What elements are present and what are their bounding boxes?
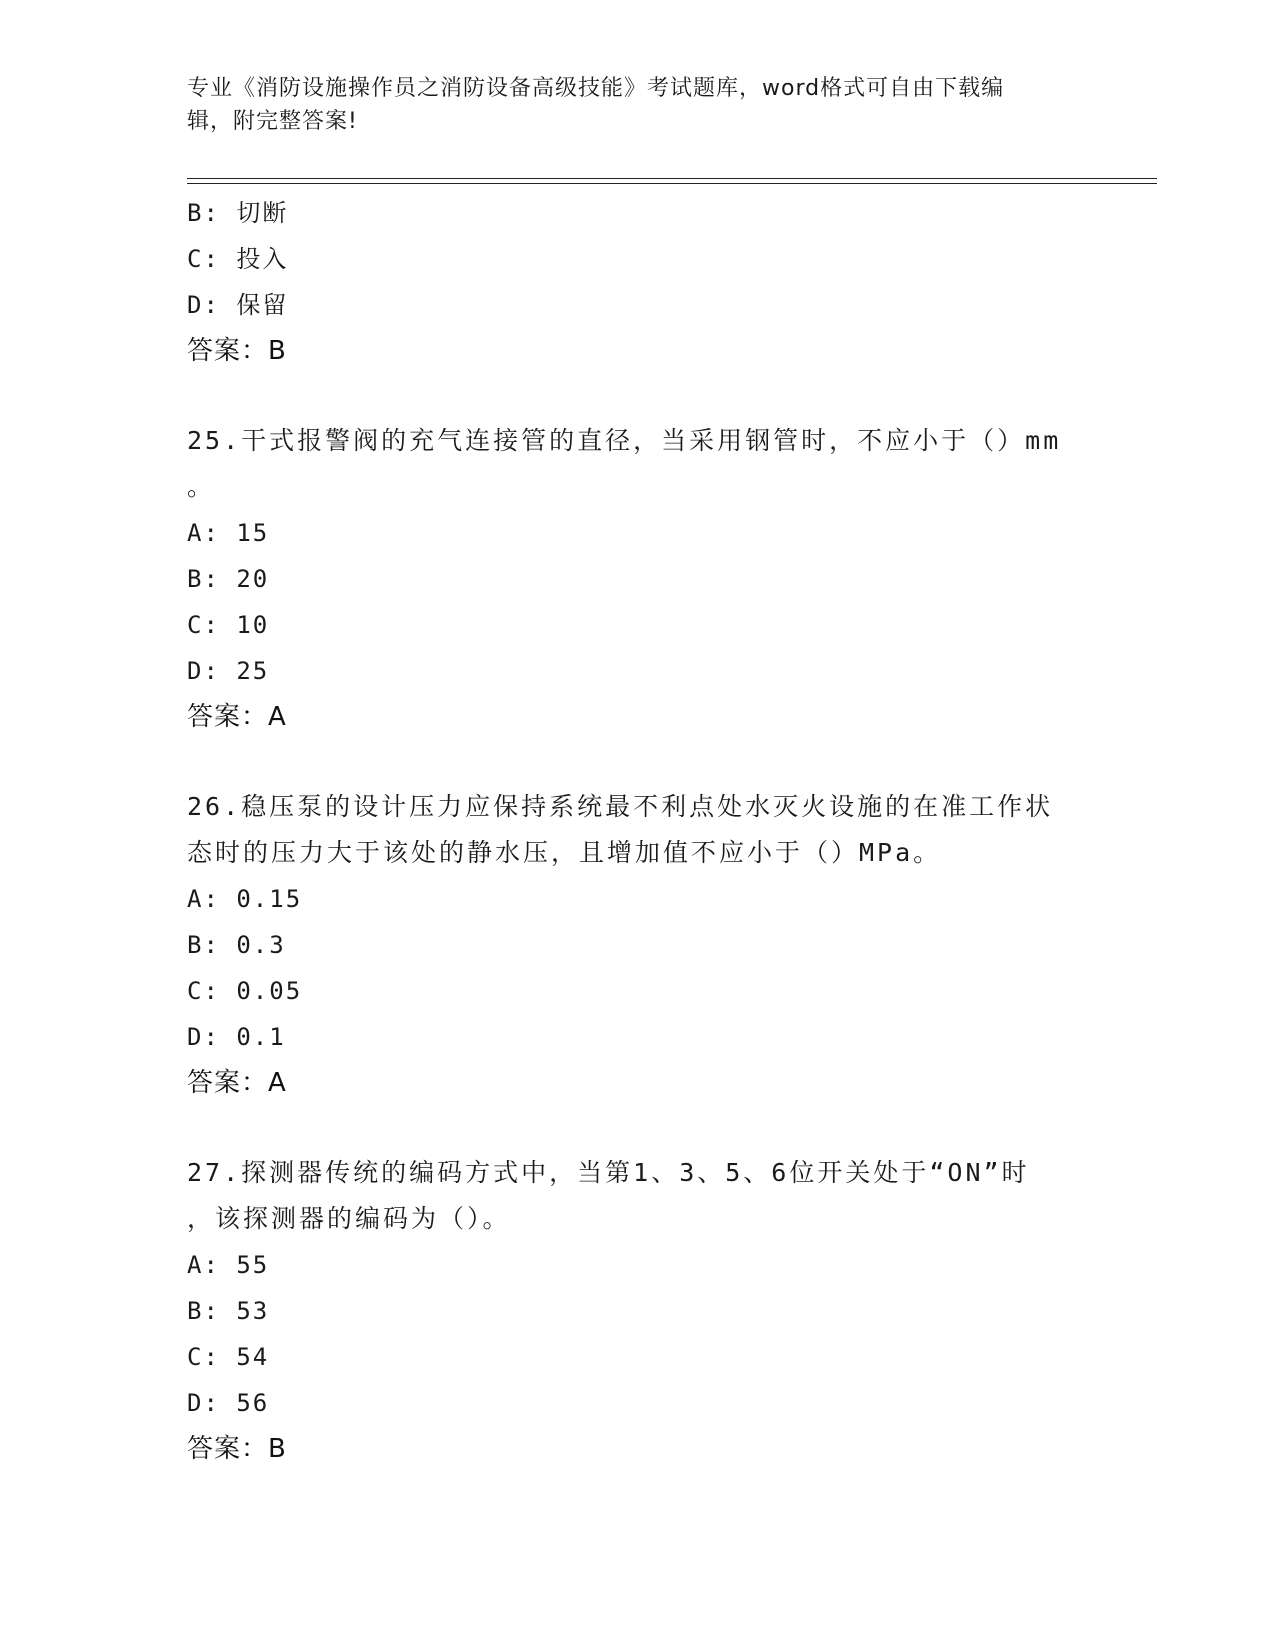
option-letter: A: bbox=[187, 1251, 220, 1279]
option-letter: C: bbox=[187, 611, 220, 639]
question-list bbox=[187, 190, 1087, 1472]
question-stem-line: 27.探测器传统的编码方式中，当第1、3、5、6位开关处于“ON”时 bbox=[187, 1158, 1030, 1187]
option-text: 0.05 bbox=[236, 977, 303, 1005]
option-text: 0.3 bbox=[236, 931, 286, 959]
option-letter: B: bbox=[187, 565, 220, 593]
question-25 bbox=[187, 418, 1087, 740]
option-letter: D: bbox=[187, 291, 220, 319]
option-text: 15 bbox=[236, 519, 270, 547]
option-b bbox=[187, 556, 1087, 602]
question-stem-line: 。 bbox=[187, 472, 216, 501]
option-text: 56 bbox=[236, 1389, 270, 1417]
option-letter: B: bbox=[187, 199, 220, 227]
option-c bbox=[187, 602, 1087, 648]
answer-line: 答案：A bbox=[187, 1068, 287, 1098]
option-a bbox=[187, 1242, 1087, 1288]
option-text: 20 bbox=[236, 565, 270, 593]
option-d bbox=[187, 282, 1087, 328]
option-b bbox=[187, 1288, 1087, 1334]
question-27 bbox=[187, 1150, 1087, 1472]
option-text: 切断 bbox=[236, 199, 289, 227]
option-text: 0.15 bbox=[236, 885, 303, 913]
option-text: 55 bbox=[236, 1251, 270, 1279]
option-letter: D: bbox=[187, 1389, 220, 1417]
option-letter: C: bbox=[187, 245, 220, 273]
option-text: 25 bbox=[236, 657, 270, 685]
header-line-1: 专业《消防设施操作员之消防设备高级技能》考试题库，word格式可自由下载编 bbox=[187, 76, 1005, 101]
option-c bbox=[187, 236, 1087, 282]
option-text: 保留 bbox=[236, 291, 289, 319]
option-letter: D: bbox=[187, 1023, 220, 1051]
option-c bbox=[187, 968, 1087, 1014]
option-letter: C: bbox=[187, 1343, 220, 1371]
answer-line: 答案：A bbox=[187, 702, 287, 732]
option-text: 10 bbox=[236, 611, 270, 639]
question-26 bbox=[187, 784, 1087, 1106]
header-divider-bottom bbox=[187, 183, 1157, 184]
option-text: 投入 bbox=[236, 245, 289, 273]
option-letter: B: bbox=[187, 1297, 220, 1325]
document-header bbox=[187, 72, 1087, 138]
option-a bbox=[187, 876, 1087, 922]
option-text: 0.1 bbox=[236, 1023, 286, 1051]
carryover-question bbox=[187, 190, 1087, 374]
option-text: 54 bbox=[236, 1343, 270, 1371]
header-divider-top bbox=[187, 178, 1157, 179]
option-letter: A: bbox=[187, 519, 220, 547]
option-letter: D: bbox=[187, 657, 220, 685]
option-letter: B: bbox=[187, 931, 220, 959]
option-d bbox=[187, 648, 1087, 694]
option-b bbox=[187, 922, 1087, 968]
option-d bbox=[187, 1014, 1087, 1060]
option-letter: C: bbox=[187, 977, 220, 1005]
question-stem-line: 态时的压力大于该处的静水压，且增加值不应小于（）MPa。 bbox=[187, 838, 942, 867]
header-line-2: 辑，附完整答案! bbox=[187, 109, 358, 134]
question-stem-line: 25.干式报警阀的充气连接管的直径，当采用钢管时，不应小于（）mm bbox=[187, 426, 1062, 455]
option-text: 53 bbox=[236, 1297, 270, 1325]
answer-line: 答案：B bbox=[187, 1434, 287, 1464]
option-b bbox=[187, 190, 1087, 236]
answer-line: 答案：B bbox=[187, 336, 287, 366]
question-stem-line: ，该探测器的编码为（）。 bbox=[187, 1204, 511, 1233]
option-a bbox=[187, 510, 1087, 556]
option-d bbox=[187, 1380, 1087, 1426]
option-c bbox=[187, 1334, 1087, 1380]
question-stem-line: 26.稳压泵的设计压力应保持系统最不利点处水灭火设施的在准工作状 bbox=[187, 792, 1054, 821]
option-letter: A: bbox=[187, 885, 220, 913]
